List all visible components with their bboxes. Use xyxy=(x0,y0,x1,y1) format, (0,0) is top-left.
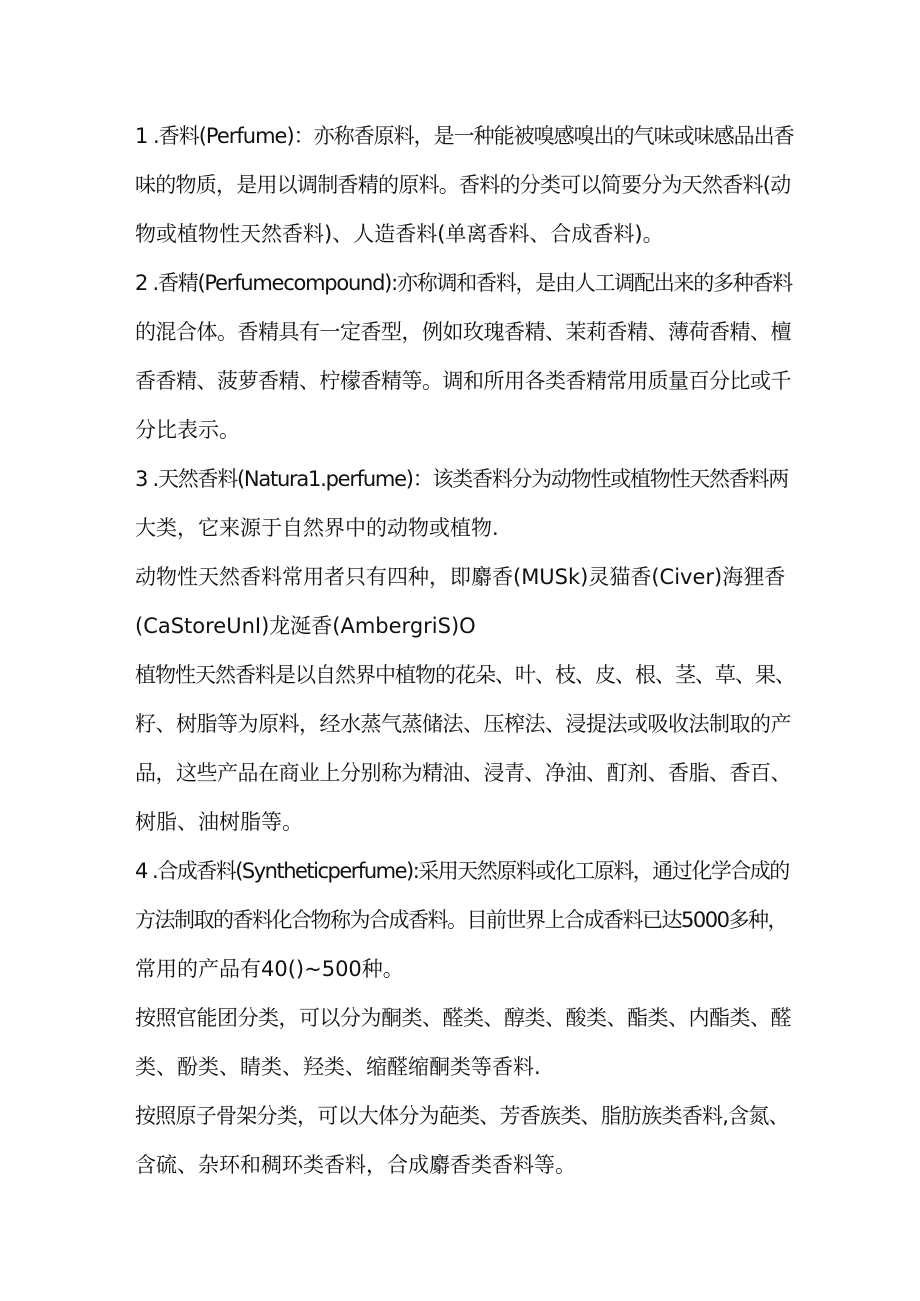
paragraph xyxy=(135,259,795,455)
text-line: 香香精、菠萝香精、柠檬香精等。调和所用各类香精常用质量百分比或千 xyxy=(135,369,791,393)
text-line: 方法制取的香料化合物称为合成香料。目前世界上合成香料已达5000多种， xyxy=(135,908,787,932)
paragraph xyxy=(135,455,795,553)
text-line: (CaStoreUnI)龙涎香(AmbergriS)O xyxy=(135,614,476,638)
paragraph xyxy=(135,994,795,1092)
document-body xyxy=(135,112,795,1190)
text-line: 品，这些产品在商业上分别称为精油、浸青、净油、酊剂、香脂、香百、 xyxy=(135,761,791,785)
text-line: 常用的产品有40()~500种。 xyxy=(135,957,404,981)
text-line: 的混合体。香精具有一定香型，例如玫瑰香精、茉莉香精、薄荷香精、檀 xyxy=(135,320,791,344)
paragraph xyxy=(135,553,795,651)
text-line: 3 .天然香料(Natura1.perfume)：该类香料分为动物性或植物性天然香料两 xyxy=(135,467,788,491)
text-line: 味的物质，是用以调制香精的原料。香料的分类可以简要分为天然香料(动 xyxy=(135,173,791,197)
text-line: 树脂、油树脂等。 xyxy=(135,810,303,834)
paragraph xyxy=(135,1092,795,1190)
text-line: 类、酚类、睛类、羟类、缩醛缩酮类等香料. xyxy=(135,1055,541,1079)
text-line: 4 .合成香料(Syntheticperfume):采用天然原料或化工原料，通过化学合成的 xyxy=(135,859,789,883)
text-line: 动物性天然香料常用者只有四种，即麝香(MUSk)灵猫香(Civer)海狸香 xyxy=(135,565,786,589)
text-line: 分比表示。 xyxy=(135,418,240,442)
text-line: 1 .香料(Perfume)：亦称香原料，是一种能被嗅感嗅出的气味或味感品出香 xyxy=(135,124,794,148)
paragraph xyxy=(135,651,795,847)
text-line: 按照官能团分类，可以分为酮类、醛类、醇类、酸类、酯类、内酯类、醛 xyxy=(135,1006,791,1030)
text-line: 2 .香精(Perfumecompound):亦称调和香料，是由人工调配出来的多种香料 xyxy=(135,271,792,295)
paragraph xyxy=(135,112,795,259)
paragraph xyxy=(135,847,795,994)
text-line: 含硫、杂环和稠环类香料，合成麝香类香料等。 xyxy=(135,1153,576,1177)
text-line: 植物性天然香料是以自然界中植物的花朵、叶、枝、皮、根、茎、草、果、 xyxy=(135,663,795,687)
text-line: 按照原子骨架分类，可以大体分为葩类、芳香族类、脂肪族类香料,含氮、 xyxy=(135,1104,789,1128)
text-line: 大类，它来源于自然界中的动物或植物. xyxy=(135,516,499,540)
text-line: 物或植物性天然香料)、人造香料(单离香料、合成香料)。 xyxy=(135,222,664,246)
text-line: 籽、树脂等为原料，经水蒸气蒸储法、压榨法、浸提法或吸收法制取的产 xyxy=(135,712,791,736)
